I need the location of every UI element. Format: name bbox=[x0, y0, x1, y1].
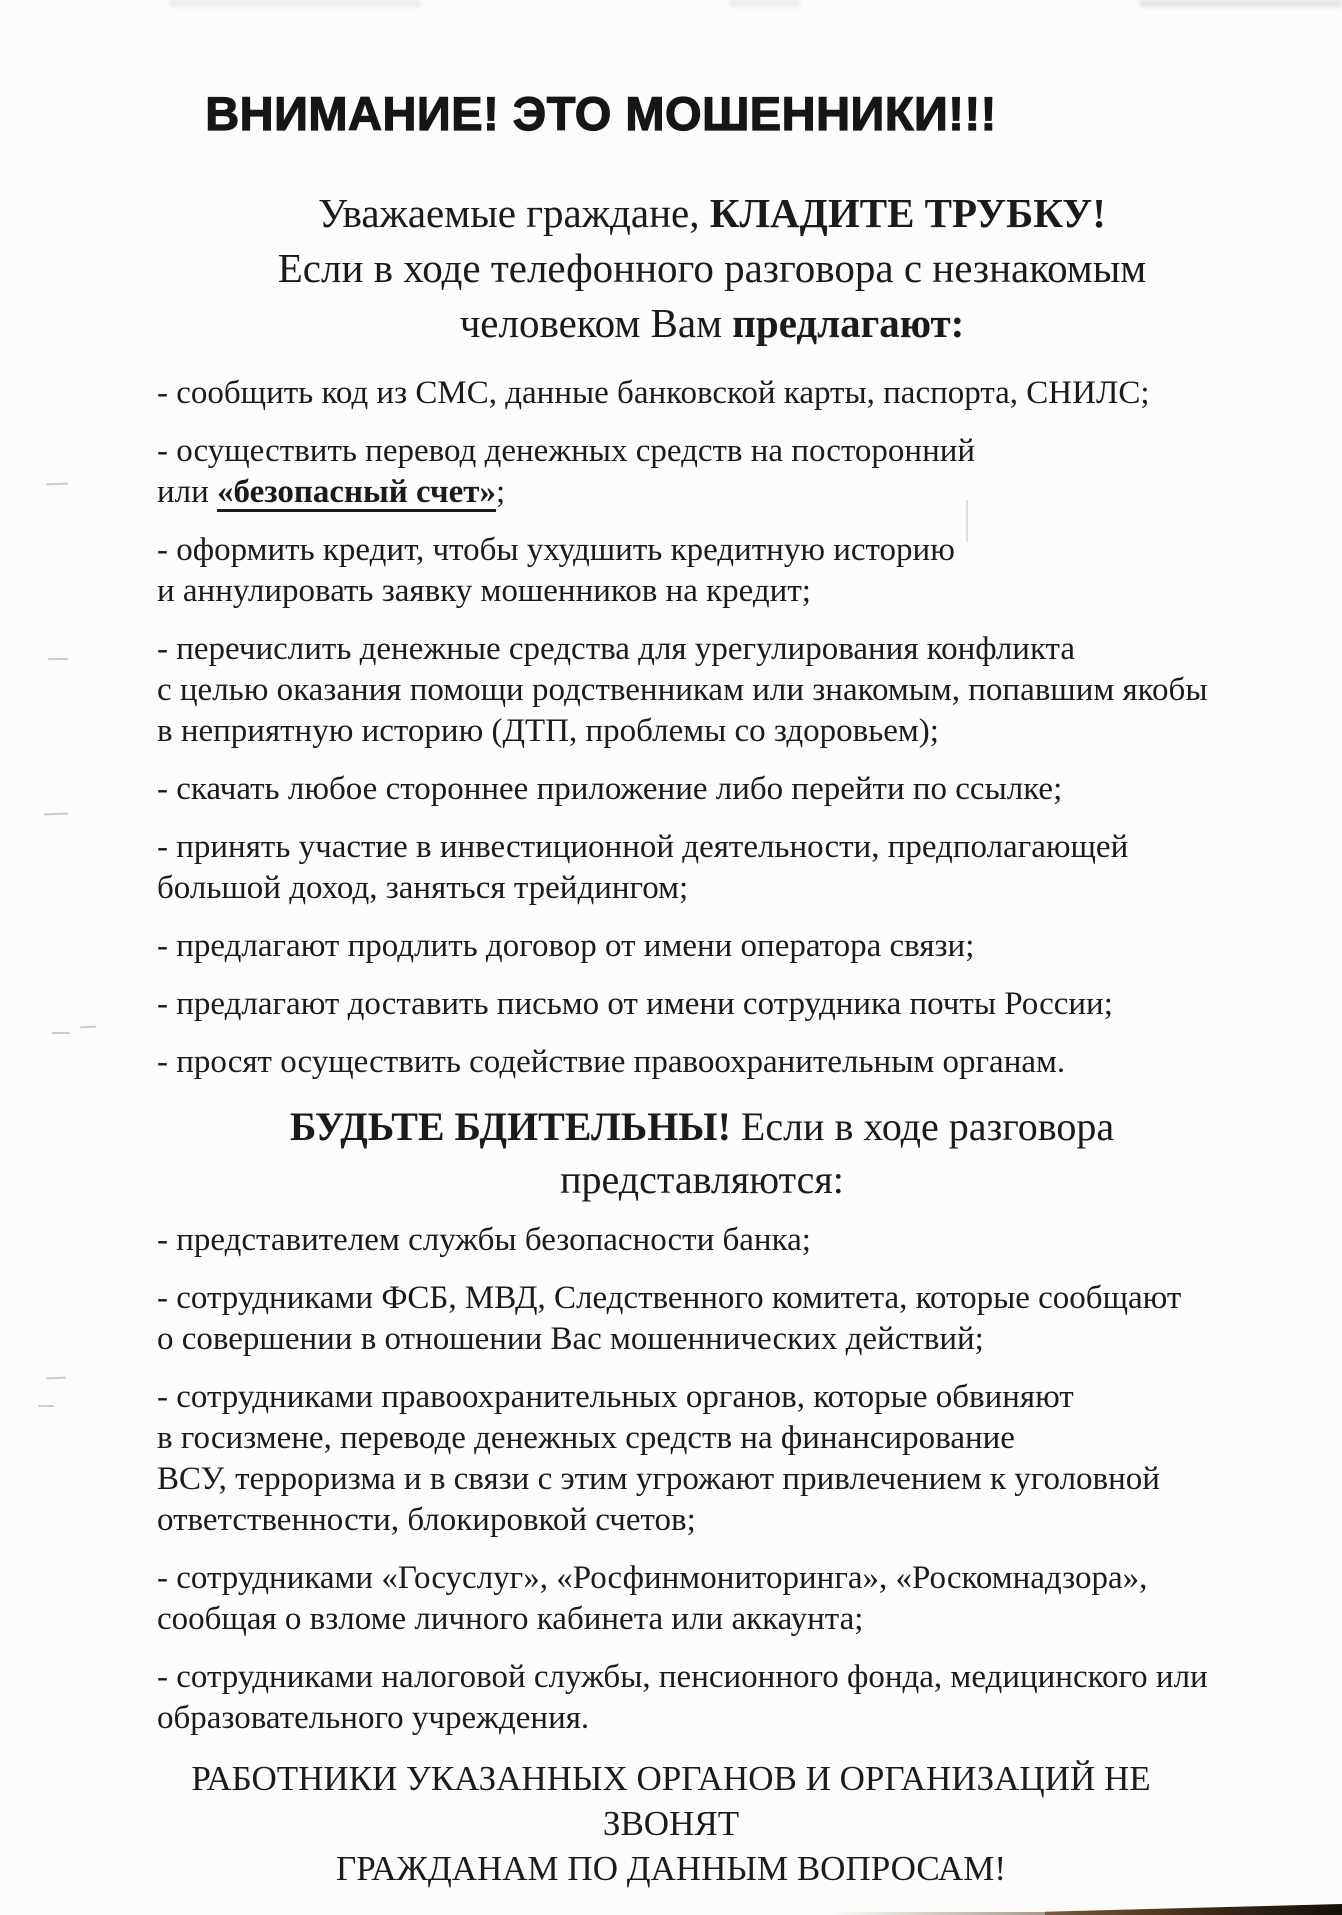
intro-line-3-bold: предлагают: bbox=[732, 299, 965, 346]
list-item-line: - просят осуществить содействие правоохранительным органам. bbox=[157, 1043, 1066, 1080]
list-item bbox=[157, 1377, 1247, 1541]
footer-line-1: РАБОТНИКИ УКАЗАННЫХ ОРГАНОВ И ОРГАНИЗАЦИЙ НЕ ЗВОНЯТ bbox=[191, 1758, 1151, 1843]
subheading-bold: БУДЬТЕ БДИТЕЛЬНЫ! bbox=[289, 1103, 731, 1149]
list-item-line: - сообщить код из СМС, данные банковской карты, паспорта, СНИЛС; bbox=[157, 374, 1150, 411]
offers-list bbox=[157, 373, 1247, 1083]
list-item-line: в неприятную историю (ДТП, проблемы со здоровьем); bbox=[157, 712, 939, 749]
subheading-line-2: представляются: bbox=[560, 1156, 844, 1202]
intro-line-2: Если в ходе телефонного разговора с незнакомым bbox=[277, 244, 1147, 291]
list-item-line: ВСУ, терроризма и в связи с этим угрожают привлечением к уголовной bbox=[157, 1460, 1160, 1497]
vigilance-subheading bbox=[157, 1100, 1247, 1206]
list-item bbox=[157, 769, 1247, 810]
list-item-line: - скачать любое стороннее приложение либо перейти по ссылке; bbox=[157, 770, 1063, 807]
list-item-line: - перечислить денежные средства для урегулирования конфликта bbox=[157, 630, 1076, 667]
scan-streak bbox=[730, 0, 800, 7]
list-item-line: образовательного учреждения. bbox=[157, 1699, 590, 1736]
intro-line-3 bbox=[177, 296, 1247, 351]
page-title: ВНИМАНИЕ! ЭТО МОШЕННИКИ!!! bbox=[205, 87, 997, 140]
list-item-line: и аннулировать заявку мошенников на кредит; bbox=[157, 572, 811, 609]
list-item-line: большой доход, заняться трейдингом; bbox=[157, 869, 689, 906]
list-item bbox=[157, 530, 1247, 612]
list-item-line: с целью оказания помощи родственникам или знакомым, попавшим якобы bbox=[157, 671, 1208, 708]
list-item-line: о совершении в отношении Вас мошеннических действий; bbox=[157, 1320, 984, 1357]
scan-streak bbox=[170, 0, 420, 7]
list-item-line bbox=[157, 472, 1247, 513]
list-item bbox=[157, 926, 1247, 967]
subheading-line-1 bbox=[157, 1100, 1247, 1153]
list-item bbox=[157, 1042, 1247, 1083]
footer-statement bbox=[157, 1756, 1185, 1891]
list-item bbox=[157, 1657, 1247, 1739]
list-item bbox=[157, 629, 1247, 752]
subheading-regular: Если в ходе разговора bbox=[730, 1103, 1115, 1149]
list-item bbox=[157, 827, 1247, 909]
intro-line-1-regular: Уважаемые граждане, bbox=[318, 189, 710, 236]
intro-line-1 bbox=[177, 186, 1247, 241]
intro-block bbox=[177, 186, 1247, 351]
list-item bbox=[157, 431, 1247, 513]
safe-account-suffix: ; bbox=[495, 473, 506, 510]
callers-list bbox=[157, 1220, 1247, 1739]
footer-line-2: ГРАЖДАНАМ ПО ДАННЫМ ВОПРОСАМ! bbox=[336, 1848, 1006, 1888]
list-item-line: - сотрудниками правоохранительных органов, которые обвиняют bbox=[157, 1378, 1074, 1415]
safe-account-prefix: или bbox=[157, 473, 218, 510]
list-item bbox=[157, 1278, 1247, 1360]
list-item-line: - представителем службы безопасности банка; bbox=[157, 1221, 811, 1258]
list-item bbox=[157, 1558, 1247, 1640]
list-item-line: - предлагают продлить договор от имени оператора связи; bbox=[157, 927, 975, 964]
list-item-line: ответственности, блокировкой счетов; bbox=[157, 1501, 696, 1538]
list-item-line: - оформить кредит, чтобы ухудшить кредитную историю bbox=[157, 531, 955, 568]
list-item-line: - сотрудниками «Госуслуг», «Росфинмониторинга», «Роскомнадзора», bbox=[157, 1559, 1148, 1596]
list-item-line: - предлагают доставить письмо от имени сотрудника почты России; bbox=[157, 985, 1113, 1022]
safe-account-emphasis: «безопасный счет» bbox=[217, 473, 496, 510]
intro-line-1-bold: КЛАДИТЕ ТРУБКУ! bbox=[709, 189, 1106, 236]
list-item bbox=[157, 373, 1247, 414]
scan-edge-strip bbox=[1045, 1904, 1342, 1915]
list-item-line: сообщая о взломе личного кабинета или аккаунта; bbox=[157, 1600, 864, 1637]
list-item-line: - сотрудниками ФСБ, МВД, Следственного комитета, которые сообщают bbox=[157, 1279, 1182, 1316]
scan-streak bbox=[1140, 0, 1342, 7]
list-item-line: в госизмене, переводе денежных средств на финансирование bbox=[157, 1419, 1015, 1456]
intro-line-3-regular: человеком Вам bbox=[459, 299, 733, 346]
list-item-line: - сотрудниками налоговой службы, пенсионного фонда, медицинского или bbox=[157, 1658, 1208, 1695]
list-item bbox=[157, 984, 1247, 1025]
list-item-line: - осуществить перевод денежных средств на посторонний bbox=[157, 432, 976, 469]
list-item bbox=[157, 1220, 1247, 1261]
flyer-content bbox=[0, 88, 1342, 1891]
list-item-line: - принять участие в инвестиционной деятельности, предполагающей bbox=[157, 828, 1129, 865]
